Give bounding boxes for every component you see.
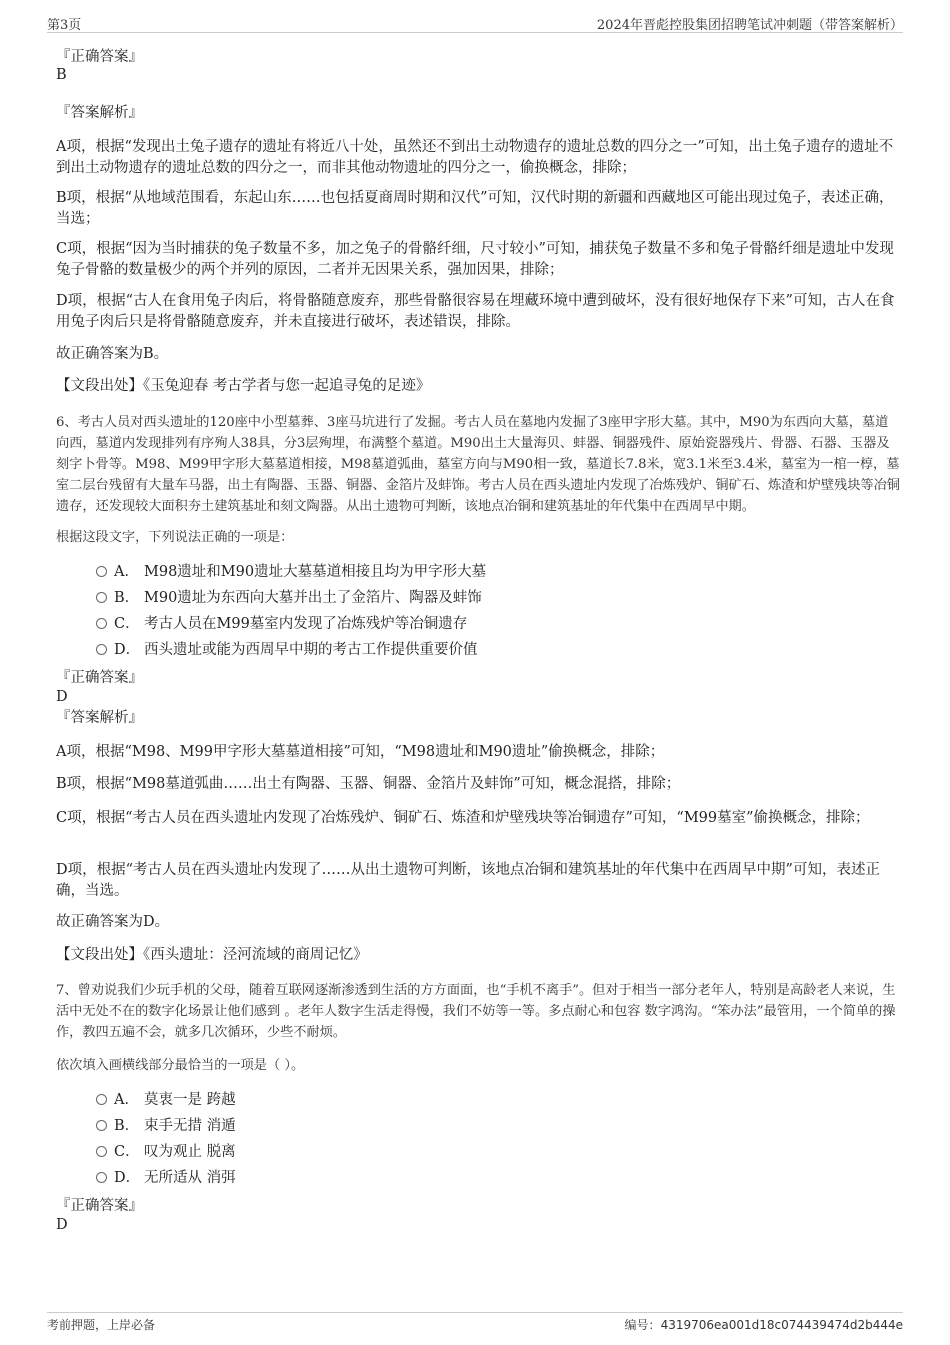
page-number: 第3页 — [47, 18, 82, 33]
q6-analysis-label: 『答案解析』 — [56, 710, 143, 726]
q6-option-b[interactable]: B． M90遗址为东西向大墓并出土了金箔片、陶器及蚌饰 — [96, 588, 482, 608]
q6-analysis-c: C项，根据“考古人员在西头遗址内发现了冶炼残炉、铜矿石、炼渣和炉壁残块等冶铜遗存”可知，“M99墓室”偷换概念，排除； — [56, 810, 870, 826]
q5-analysis-b: B项，根据“从地域范围看，东起山东……也包括夏商周时期和汉代”可知，汉代时期的新疆和西藏地区可能出现过兔子，表述正确，当选； — [56, 190, 894, 227]
radio-icon[interactable] — [96, 1094, 107, 1105]
q6-prompt: 根据这段文字，下列说法正确的一项是： — [56, 530, 294, 545]
q5-answer: B — [56, 67, 67, 83]
footer-slogan: 考前押题，上岸必备 — [47, 1318, 156, 1332]
q6-analysis-a: A项，根据“M98、M99甲字形大墓墓道相接”可知，“M98遗址和M90遗址”偷换概念，排除； — [56, 744, 665, 760]
radio-icon[interactable] — [96, 566, 107, 577]
q7-answer: D — [56, 1217, 68, 1233]
radio-icon[interactable] — [96, 592, 107, 603]
q7-prompt: 依次填入画横线部分最恰当的一项是（ ）。 — [56, 1058, 305, 1073]
page-header — [47, 12, 903, 33]
q6-conclusion: 故正确答案为D。 — [56, 914, 170, 930]
q7-option-d[interactable]: D． 无所适从 消弭 — [96, 1168, 236, 1188]
q5-answer-label: 『正确答案』 — [56, 49, 143, 65]
radio-icon[interactable] — [96, 1120, 107, 1131]
radio-icon[interactable] — [96, 1146, 107, 1157]
q6-option-c[interactable]: C． 考古人员在M99墓室内发现了冶炼残炉等冶铜遗存 — [96, 614, 467, 634]
radio-icon[interactable] — [96, 618, 107, 629]
q7-option-a[interactable]: A． 莫衷一是 跨越 — [96, 1090, 236, 1110]
radio-icon[interactable] — [96, 644, 107, 655]
document-code: 编号：4319706ea001d18c074439474d2b444e — [624, 1318, 903, 1332]
q5-analysis-d: D项，根据“古人在食用兔子肉后，将骨骼随意废弃，那些骨骼很容易在埋藏环境中遭到破坏，没有很好地保存下来”可知，古人在食用兔子肉后只是将骨骼随意废弃，并未直接进行破坏，表述错误，排除。 — [56, 293, 895, 330]
q7-option-c[interactable]: C． 叹为观止 脱离 — [96, 1142, 236, 1162]
q6-source: 【文段出处】《西头遗址：泾河流域的商周记忆》 — [56, 947, 368, 963]
q5-analysis-a: A项，根据“发现出土兔子遗存的遗址有将近八十处，虽然还不到出土动物遗存的遗址总数的四分之一”可知，出土兔子遗存的遗址不到出土动物遗存的遗址总数的四分之一，而非其他动物遗址的四分之一，偷换概念，排除； — [56, 139, 894, 176]
document-title: 2024年晋彪控股集团招聘笔试冲刺题（带答案解析） — [596, 18, 903, 33]
q6-option-a[interactable]: A． M98遗址和M90遗址大墓墓道相接且均为甲字形大墓 — [96, 562, 486, 582]
q5-analysis-label: 『答案解析』 — [56, 105, 143, 121]
q7-stem: 7、曾劝说我们少玩手机的父母，随着互联网逐渐渗透到生活的方方面面，也“手机不离手”。但对于相当一部分老年人，特别是高龄老人来说，生活中无处不在的数字化场景让他们感到 。老年人数字生活走得慢，我们不妨等一等。多点耐心和包容 数字鸿沟。“笨办法”最管用，一个简单的操作，教四五遍不会，就多几次循环，少些不耐烦。 — [56, 983, 896, 1040]
radio-icon[interactable] — [96, 1172, 107, 1183]
q6-answer: D — [56, 689, 68, 705]
q5-analysis-c: C项，根据“因为当时捕获的兔子数量不多，加之兔子的骨骼纤细，尺寸较小”可知，捕获兔子数量不多和兔子骨骼纤细是遗址中发现兔子骨骼的数量极少的两个并列的原因，二者并无因果关系，强加因果，排除； — [56, 241, 894, 278]
q6-analysis-b: B项，根据“M98墓道弧曲……出土有陶器、玉器、铜器、金箔片及蚌饰”可知，概念混搭，排除； — [56, 776, 681, 792]
q7-option-b[interactable]: B． 束手无措 消遁 — [96, 1116, 236, 1136]
q6-stem: 6、考古人员对西头遗址的120座中小型墓葬、3座马坑进行了发掘。考古人员在墓地内发掘了3座甲字形大墓。其中，M90为东西向大墓，墓道向西，墓道内发现排列有序殉人38具，分3层殉埋，布满整个墓道。M90出土大量海贝、蚌器、铜器残件、原始瓷器残片、骨器、石器、玉器及刻字卜骨等。M98、M99甲字形大墓墓道相接，M98墓道弧曲，墓室方向与M90相一致，墓道长7.8米，宽3.1米至3.4米，墓室为一棺一椁，墓室二层台残留有大量车马器，出土有陶器、玉器、铜器、金箔片及蚌饰。考古人员在西头遗址内发现了冶炼残炉、铜矿石、炼渣和炉壁残块等冶铜遗存，还发现较大面积夯土建筑基址和刻文陶器。从出土遗物可判断，该地点冶铜和建筑基址的年代集中在西周早中期。 — [56, 415, 900, 514]
page-footer — [47, 1312, 903, 1335]
q6-answer-label: 『正确答案』 — [56, 670, 143, 686]
q5-conclusion: 故正确答案为B。 — [56, 346, 169, 362]
q7-answer-label: 『正确答案』 — [56, 1198, 143, 1214]
q6-analysis-d: D项，根据“考古人员在西头遗址内发现了……从出土遗物可判断，该地点冶铜和建筑基址的年代集中在西周早中期”可知，表述正确，当选。 — [56, 862, 880, 899]
q6-option-d[interactable]: D． 西头遗址或能为西周早中期的考古工作提供重要价值 — [96, 640, 478, 660]
q5-source: 【文段出处】《玉兔迎春 考古学者与您一起追寻兔的足迹》 — [56, 378, 431, 394]
